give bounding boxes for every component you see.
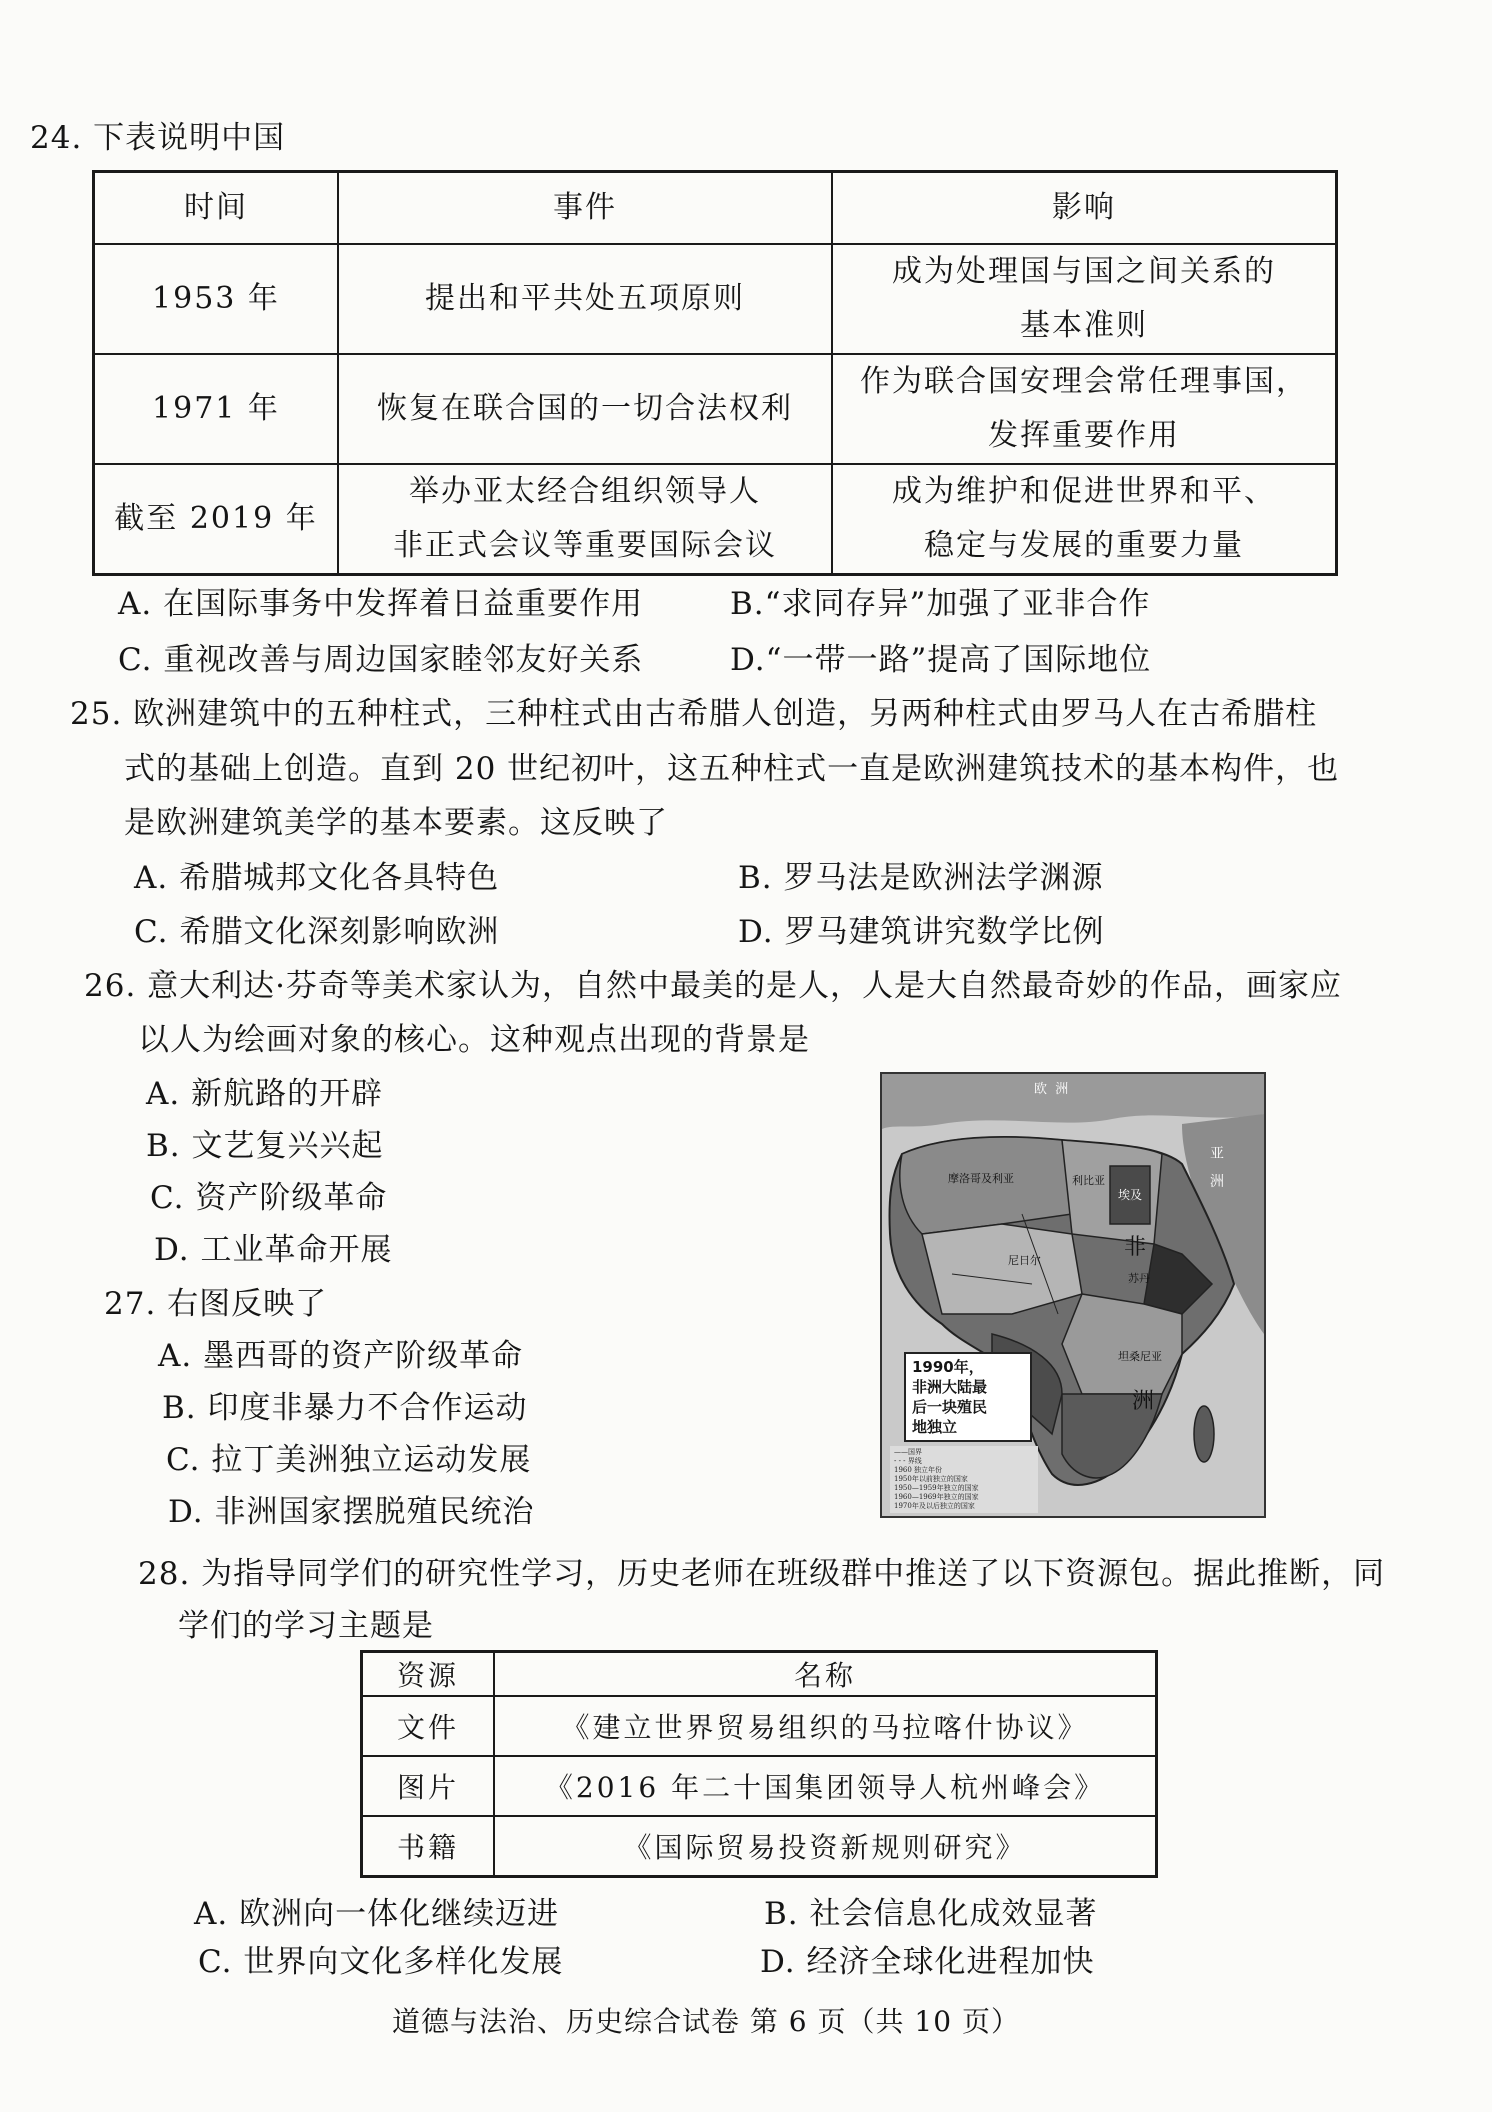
q25-option-c: C. 希腊文化深刻影响欧洲 [134, 914, 500, 950]
q24-option-b: B.“求同存异”加强了亚非合作 [730, 586, 1151, 622]
map-label-libya: 利比亚 [1072, 1174, 1105, 1187]
q28-option-d: D. 经济全球化进程加快 [760, 1944, 1095, 1980]
map-label-morocco-algeria: 摩洛哥及利亚 [948, 1172, 1014, 1185]
table-row [362, 1696, 1157, 1756]
map-label-tanzania: 坦桑尼亚 [1118, 1350, 1162, 1363]
q24-stem: 24. 下表说明中国 [30, 120, 286, 156]
q28-row2-type: 图片 [362, 1756, 495, 1816]
q24-row1-event: 提出和平共处五项原则 [338, 244, 832, 354]
q24-option-c: C. 重视改善与周边国家睦邻友好关系 [118, 642, 644, 678]
q24-row2-time: 1971 年 [94, 354, 339, 464]
table-row [94, 354, 1337, 464]
q25-line-1: 25. 欧洲建筑中的五种柱式，三种柱式由古希腊人创造，另两种柱式由罗马人在古希腊柱 [70, 696, 1318, 732]
q27-option-c: C. 拉丁美洲独立运动发展 [166, 1442, 532, 1478]
q25-option-d: D. 罗马建筑讲究数学比例 [738, 914, 1105, 950]
q28-header-resource: 资源 [362, 1652, 495, 1697]
q25-line-3: 是欧洲建筑美学的基本要素。这反映了 [124, 805, 668, 841]
q24-row3-impact: 成为维护和促进世界和平、 稳定与发展的重要力量 [832, 464, 1337, 575]
q28-table [360, 1650, 1158, 1878]
table-row [362, 1816, 1157, 1877]
q24-table [92, 170, 1338, 576]
q24-option-a: A. 在国际事务中发挥着日益重要作用 [118, 586, 644, 622]
page-footer: 道德与法治、历史综合试卷 第 6 页（共 10 页） [392, 2005, 1020, 2038]
table-row [362, 1756, 1157, 1816]
q24-option-d: D.“一带一路”提高了国际地位 [730, 642, 1152, 678]
q24-row2-event: 恢复在联合国的一切合法权利 [338, 354, 832, 464]
map-callout-1990: 1990年， 非洲大陆最 后一块殖民 地独立 [904, 1352, 1032, 1442]
table-row [94, 244, 1337, 354]
q24-row3-time: 截至 2019 年 [94, 464, 339, 575]
q24-header-event: 事件 [338, 172, 832, 245]
q24-row2-impact: 作为联合国安理会常任理事国， 发挥重要作用 [832, 354, 1337, 464]
q28-line-2: 学们的学习主题是 [178, 1608, 434, 1644]
q25-option-a: A. 希腊城邦文化各具特色 [134, 860, 500, 896]
q28-line-1: 28. 为指导同学们的研究性学习，历史老师在班级群中推送了以下资源包。据此推断，同 [138, 1556, 1386, 1592]
map-legend: ——国界 - - - 界线 1960 独立年份 1950年以前独立的国家 1950—1959年独立的国家 1960—1969年独立的国家 1970年及以后独立的国家 [890, 1446, 1038, 1513]
q28-header-name: 名称 [494, 1652, 1157, 1697]
q25-option-b: B. 罗马法是欧洲法学渊源 [738, 860, 1104, 896]
q28-option-c: C. 世界向文化多样化发展 [198, 1944, 564, 1980]
q26-line-2: 以人为绘画对象的核心。这种观点出现的背景是 [138, 1022, 810, 1058]
q24-header-time: 时间 [94, 172, 339, 245]
q27-option-d: D. 非洲国家摆脱殖民统治 [168, 1494, 535, 1530]
africa-independence-map [880, 1072, 1266, 1518]
q27-stem: 27. 右图反映了 [104, 1286, 328, 1322]
q28-row1-name: 《建立世界贸易组织的马拉喀什协议》 [494, 1696, 1157, 1756]
q27-option-b: B. 印度非暴力不合作运动 [162, 1390, 528, 1426]
map-label-egypt: 埃及 [1118, 1188, 1143, 1202]
q28-row1-type: 文件 [362, 1696, 495, 1756]
q26-option-c: C. 资产阶级革命 [150, 1180, 388, 1216]
q24-row1-impact: 成为处理国与国之间关系的 基本准则 [832, 244, 1337, 354]
q28-option-b: B. 社会信息化成效显著 [764, 1896, 1098, 1932]
map-label-africa-1: 非 [1124, 1235, 1147, 1260]
map-label-sudan: 苏丹 [1128, 1272, 1150, 1285]
q28-row2-name: 《2016 年二十国集团领导人杭州峰会》 [494, 1756, 1157, 1816]
q26-option-d: D. 工业革命开展 [154, 1232, 393, 1268]
q24-header-impact: 影响 [832, 172, 1337, 245]
q28-row3-type: 书籍 [362, 1816, 495, 1877]
q26-option-b: B. 文艺复兴兴起 [146, 1128, 384, 1164]
q27-option-a: A. 墨西哥的资产阶级革命 [158, 1338, 524, 1374]
q26-line-1: 26. 意大利达·芬奇等美术家认为，自然中最美的是人，人是大自然最奇妙的作品，画家应 [84, 968, 1343, 1004]
table-row [94, 464, 1337, 575]
q28-option-a: A. 欧洲向一体化继续迈进 [194, 1896, 560, 1932]
q26-option-a: A. 新航路的开辟 [146, 1076, 384, 1112]
q24-row1-time: 1953 年 [94, 244, 339, 354]
map-label-africa-2: 洲 [1132, 1389, 1155, 1414]
q25-line-2: 式的基础上创造。直到 20 世纪初叶，这五种柱式一直是欧洲建筑技术的基本构件，也 [124, 751, 1340, 787]
q28-row3-name: 《国际贸易投资新规则研究》 [494, 1816, 1157, 1877]
q24-row3-event: 举办亚太经合组织领导人 非正式会议等重要国际会议 [338, 464, 832, 575]
map-label-europe: 欧 洲 [1034, 1082, 1069, 1097]
map-label-asia: 亚 洲 [1210, 1146, 1224, 1190]
map-label-niger: 尼日尔 [1008, 1254, 1041, 1267]
